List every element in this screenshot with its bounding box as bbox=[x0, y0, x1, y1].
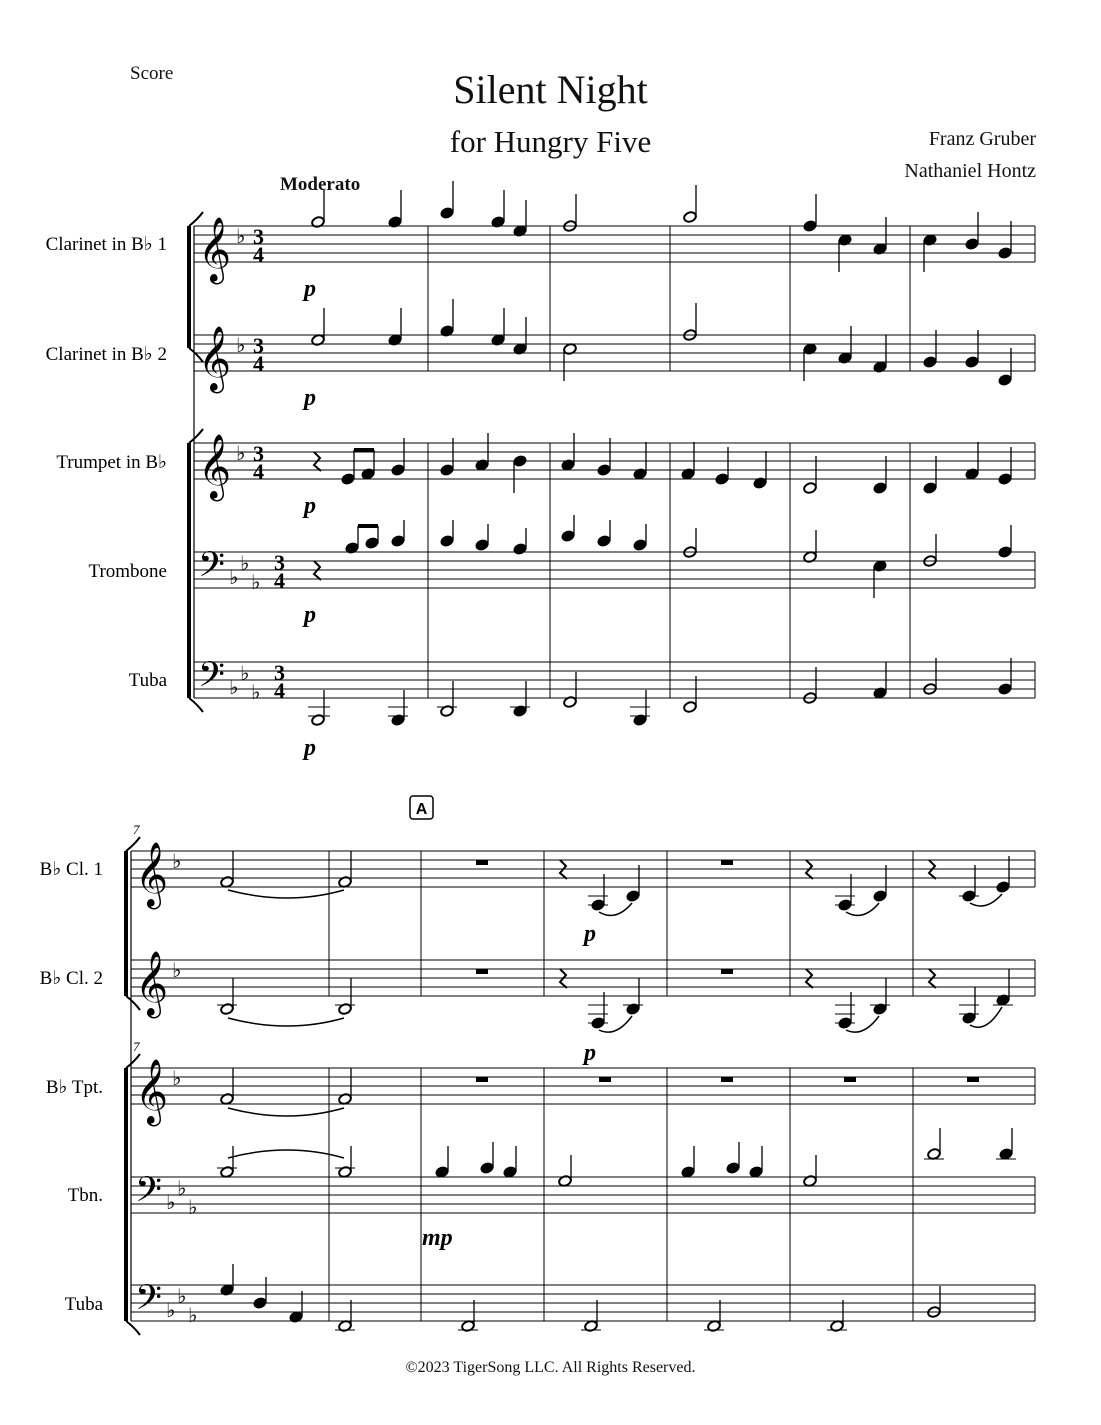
dynamic-marking: p bbox=[304, 276, 316, 302]
staff-trumpet bbox=[194, 443, 1035, 479]
svg-text:♭: ♭ bbox=[188, 1195, 198, 1219]
instrument-label: Tbn. bbox=[67, 1185, 103, 1206]
svg-text:♭: ♭ bbox=[177, 1176, 187, 1200]
staff-clarinet-1 bbox=[131, 851, 1035, 887]
notes-clarinet-2 bbox=[311, 299, 1012, 386]
notes-trumpet bbox=[220, 1068, 352, 1116]
svg-text:♭: ♭ bbox=[251, 680, 261, 704]
arranger-credit: Nathaniel Hontz bbox=[904, 160, 1036, 182]
flat-icon: ♭ bbox=[172, 958, 182, 982]
staff-trumpet bbox=[131, 1068, 1035, 1104]
svg-text:♭: ♭ bbox=[177, 1284, 187, 1308]
dynamic-marking: mp bbox=[422, 1225, 453, 1251]
whole-rests bbox=[476, 860, 979, 1082]
piece-subtitle: for Hungry Five bbox=[449, 124, 652, 159]
svg-text:4: 4 bbox=[253, 459, 264, 484]
instrument-label: Clarinet in B♭ 1 bbox=[45, 234, 167, 255]
svg-text:♭: ♭ bbox=[229, 565, 239, 589]
notes-trombone bbox=[217, 1128, 1016, 1187]
system-1 bbox=[46, 181, 1035, 761]
system-2 bbox=[40, 796, 1035, 1335]
svg-text:4: 4 bbox=[274, 678, 285, 703]
svg-text:A: A bbox=[415, 801, 428, 818]
svg-text:♭: ♭ bbox=[166, 1298, 176, 1322]
dynamic-marking: p bbox=[584, 1040, 596, 1066]
notes-clarinet-1 bbox=[220, 851, 1010, 915]
instrument-label: Tuba bbox=[64, 1294, 103, 1315]
flat-icon: ♭ bbox=[236, 441, 246, 465]
svg-text:3: 3 bbox=[253, 441, 264, 466]
svg-text:3: 3 bbox=[253, 224, 264, 249]
rehearsal-mark bbox=[410, 796, 433, 819]
staff-clarinet-2 bbox=[194, 335, 1035, 371]
flat-icon: ♭ bbox=[172, 1066, 182, 1090]
instrument-label: Clarinet in B♭ 2 bbox=[45, 344, 167, 365]
svg-text:3: 3 bbox=[274, 550, 285, 575]
svg-text:♭: ♭ bbox=[229, 675, 239, 699]
copyright-notice: ©2023 TigerSong LLC. All Rights Reserved. bbox=[405, 1359, 696, 1376]
staff-trombone bbox=[131, 1177, 1035, 1213]
instrument-label: B♭ Cl. 2 bbox=[39, 968, 103, 989]
staff-clarinet-2 bbox=[131, 960, 1035, 996]
dynamic-marking: p bbox=[304, 493, 316, 519]
flat-icon: ♭ bbox=[172, 849, 182, 873]
notes-trombone bbox=[314, 515, 1012, 598]
svg-text:♭: ♭ bbox=[240, 551, 250, 575]
piece-title: Silent Night bbox=[453, 67, 648, 112]
composer-credit: Franz Gruber bbox=[928, 128, 1036, 150]
svg-text:♭: ♭ bbox=[240, 661, 250, 685]
notes-trumpet bbox=[314, 433, 1012, 494]
instrument-label: Trombone bbox=[88, 561, 167, 582]
flat-icon: ♭ bbox=[236, 333, 246, 357]
notes-tuba bbox=[220, 1264, 941, 1332]
svg-text:4: 4 bbox=[253, 242, 264, 267]
treble-clef-icon: 𝄞 bbox=[198, 326, 232, 391]
treble-clef-icon: 𝄞 bbox=[135, 842, 169, 907]
instrument-label: B♭ Cl. 1 bbox=[39, 859, 103, 880]
svg-text:♭: ♭ bbox=[166, 1190, 176, 1214]
bass-clef-icon: 𝄢 bbox=[135, 1277, 163, 1326]
treble-clef-icon: 𝄞 bbox=[198, 434, 232, 499]
dynamic-marking: p bbox=[584, 921, 596, 947]
staff-trombone bbox=[194, 552, 1035, 588]
treble-clef-icon: 𝄞 bbox=[198, 217, 232, 282]
instrument-label: Tuba bbox=[128, 670, 167, 691]
measure-number: 7 bbox=[133, 1039, 140, 1054]
score-label: Score bbox=[130, 63, 174, 84]
notes-tuba bbox=[308, 658, 1012, 726]
dynamic-marking: p bbox=[304, 385, 316, 411]
dynamic-marking: p bbox=[304, 735, 316, 761]
staff-tuba bbox=[194, 662, 1035, 698]
flat-icon: ♭ bbox=[236, 224, 246, 248]
bass-clef-icon: 𝄢 bbox=[198, 654, 226, 703]
time-signature bbox=[253, 224, 285, 703]
svg-text:3: 3 bbox=[253, 333, 264, 358]
staff-clarinet-1 bbox=[194, 226, 1035, 262]
bass-clef-icon: 𝄢 bbox=[198, 544, 226, 593]
bass-clef-icon: 𝄢 bbox=[135, 1169, 163, 1218]
treble-clef-icon: 𝄞 bbox=[135, 951, 169, 1016]
svg-text:4: 4 bbox=[274, 568, 285, 593]
svg-text:4: 4 bbox=[253, 351, 264, 376]
tempo-marking: Moderato bbox=[280, 174, 361, 195]
svg-text:♭: ♭ bbox=[251, 570, 261, 594]
dynamic-marking: p bbox=[304, 602, 316, 628]
treble-clef-icon: 𝄞 bbox=[135, 1059, 169, 1124]
instrument-label: Trumpet in B♭ bbox=[56, 452, 167, 473]
svg-text:♭: ♭ bbox=[188, 1303, 198, 1327]
svg-text:3: 3 bbox=[274, 660, 285, 685]
instrument-label: B♭ Tpt. bbox=[45, 1077, 103, 1098]
measure-number: 7 bbox=[133, 822, 140, 837]
